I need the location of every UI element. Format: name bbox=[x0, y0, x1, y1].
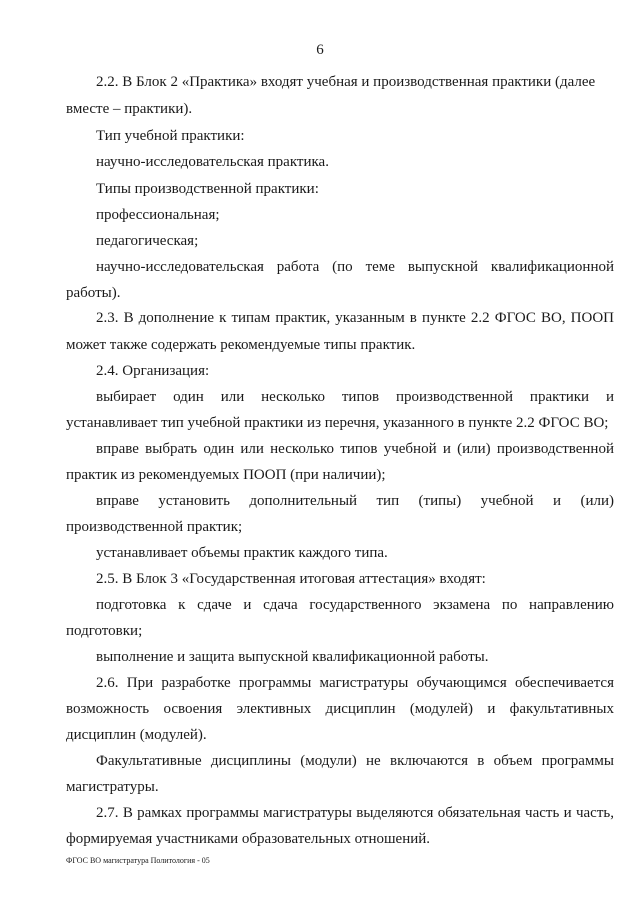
paragraph-line: выбирает один или несколько типов производственной практики и bbox=[96, 389, 614, 405]
footer-text: ФГОС ВО магистратура Политология - 05 bbox=[66, 856, 210, 865]
paragraph-line: вправе выбрать один или несколько типов учебной и (или) производственной bbox=[96, 441, 614, 457]
paragraph-line: подготовки; bbox=[66, 623, 143, 639]
paragraph-line: 2.7. В рамках программы магистратуры выделяются обязательная часть и часть, bbox=[96, 805, 614, 821]
paragraph-line: педагогическая; bbox=[96, 233, 199, 249]
paragraph-line: научно-исследовательская работа (по теме выпускной квалификационной bbox=[96, 259, 614, 275]
paragraph-line: может также содержать рекомендуемые типы практик. bbox=[66, 337, 416, 353]
page-number: 6 bbox=[316, 42, 324, 58]
paragraph-line: Тип учебной практики: bbox=[96, 128, 245, 144]
paragraph-line: работы). bbox=[66, 285, 121, 301]
paragraph-line: формируемая участниками образовательных отношений. bbox=[66, 831, 431, 847]
paragraph-line: выполнение и защита выпускной квалификационной работы. bbox=[96, 649, 489, 665]
paragraph-line: 2.5. В Блок 3 «Государственная итоговая аттестация» входят: bbox=[96, 571, 486, 587]
paragraph-line: устанавливает тип учебной практики из перечня, указанного в пункте 2.2 ФГОС ВО; bbox=[66, 415, 609, 431]
paragraph-line: практик из рекомендуемых ПООП (при наличии); bbox=[66, 467, 386, 483]
paragraph-line: устанавливает объемы практик каждого типа. bbox=[96, 545, 388, 561]
paragraph-line: 2.4. Организация: bbox=[96, 363, 210, 379]
paragraph-line: Типы производственной практики: bbox=[96, 181, 319, 197]
paragraph-line: научно-исследовательская практика. bbox=[96, 154, 329, 170]
paragraph-line: вместе – практики). bbox=[66, 101, 193, 117]
paragraph-line: вправе установить дополнительный тип (типы) учебной и (или) bbox=[96, 493, 614, 509]
paragraph-line: подготовка к сдаче и сдача государственного экзамена по направлению bbox=[96, 597, 614, 613]
paragraph-line: возможность освоения элективных дисциплин (модулей) и факультативных bbox=[66, 701, 614, 717]
paragraph-line: 2.3. В дополнение к типам практик, указанным в пункте 2.2 ФГОС ВО, ПООП bbox=[96, 310, 614, 326]
paragraph-line: дисциплин (модулей). bbox=[66, 727, 207, 743]
paragraph-line: 2.2. В Блок 2 «Практика» входят учебная и производственная практики (далее bbox=[96, 74, 596, 90]
paragraph-line: магистратуры. bbox=[66, 779, 159, 795]
paragraph-line: профессиональная; bbox=[96, 207, 220, 223]
paragraph-line: 2.6. При разработке программы магистратуры обучающимся обеспечивается bbox=[96, 675, 614, 691]
paragraph-line: производственной практик; bbox=[66, 519, 243, 535]
paragraph-line: Факультативные дисциплины (модули) не включаются в объем программы bbox=[96, 753, 614, 769]
